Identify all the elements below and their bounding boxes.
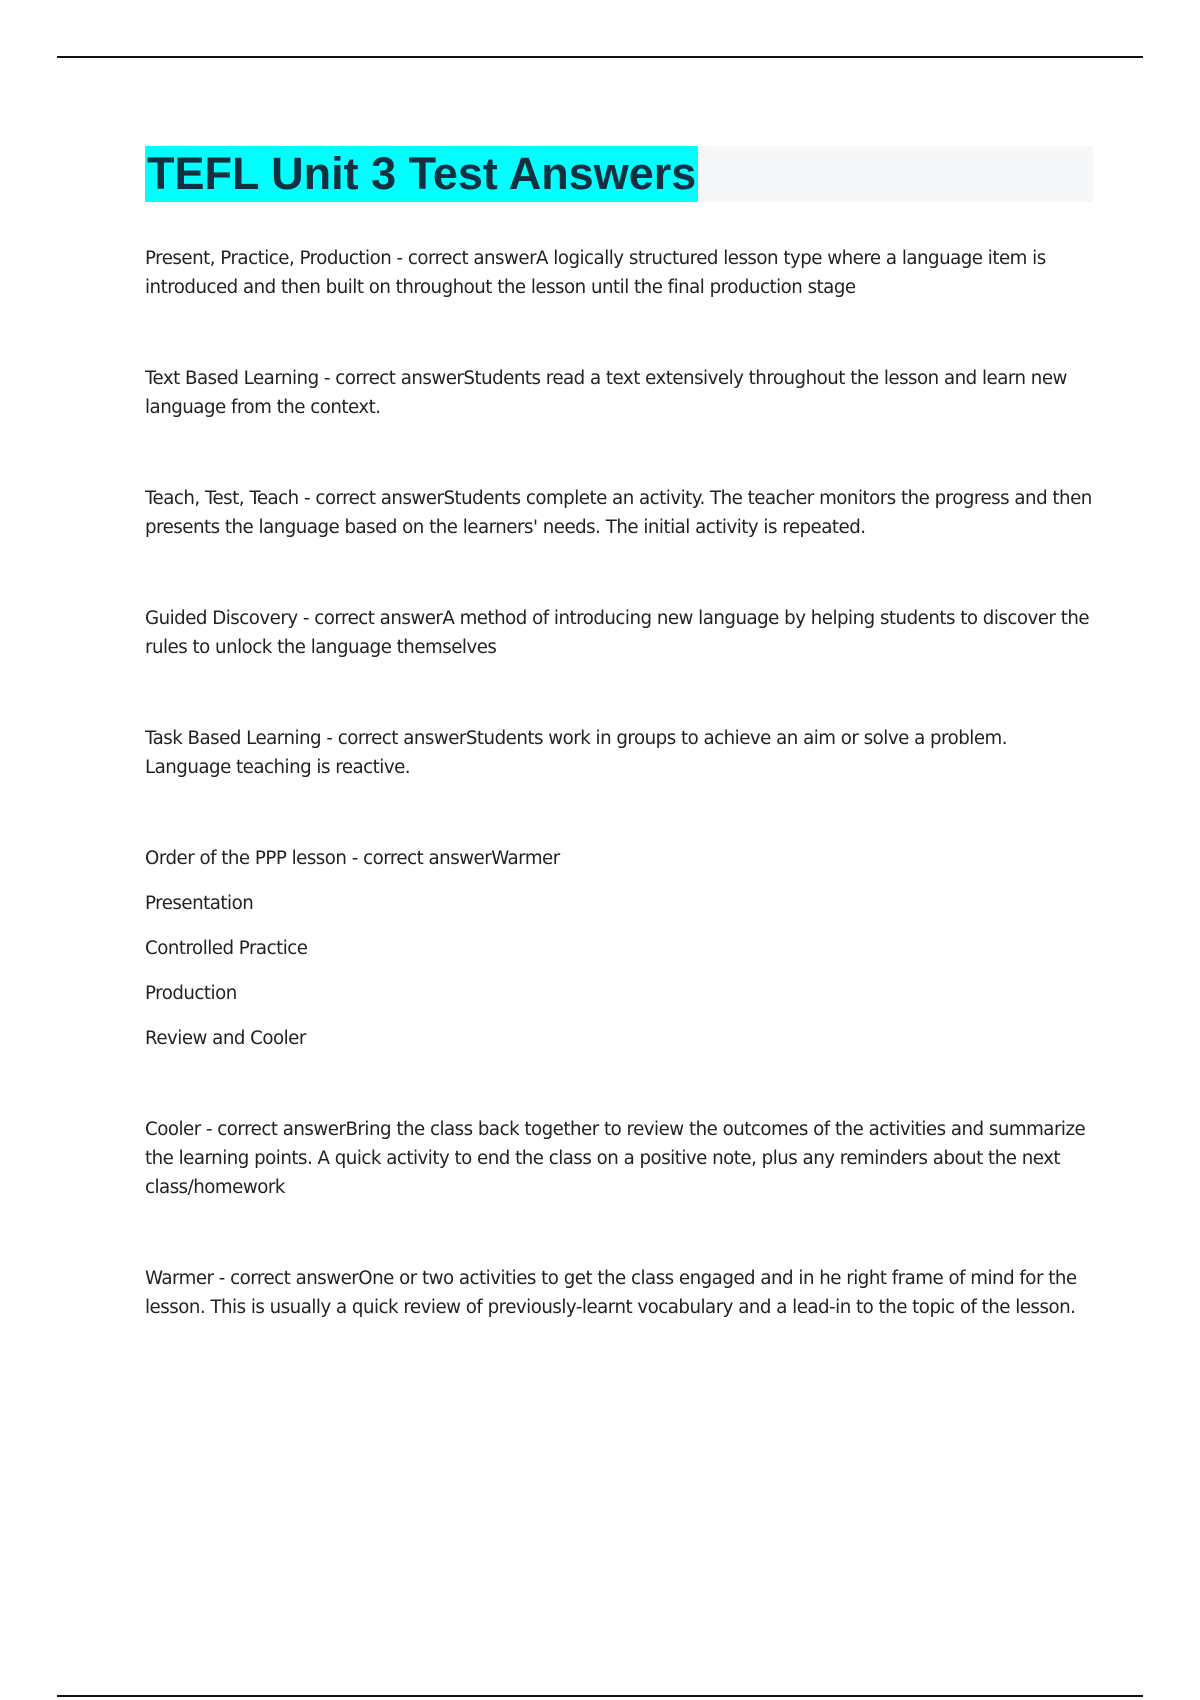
ppp-order-line: Review and Cooler: [145, 1028, 306, 1049]
qa-text: Task Based Learning - correct answerStudents work in groups to achieve an aim or solve a problem. Language teaching is reactive.: [145, 728, 1008, 778]
document-body: [145, 244, 1095, 1384]
qa-entry-teach-test-teach: [145, 484, 1095, 542]
ppp-order-line: Order of the PPP lesson - correct answerWarmer: [145, 848, 560, 869]
top-rule: [57, 56, 1143, 58]
qa-text: Teach, Test, Teach - correct answerStudents complete an activity. The teacher monitors the progress and then presents the language based on the learners' needs. The initial activity is repeated.: [145, 488, 1092, 538]
qa-text: Present, Practice, Production - correct answerA logically structured lesson type where a language item is introduced and then built on throughout the lesson until the final production stage: [145, 248, 1046, 298]
qa-text: Guided Discovery - correct answerA method of introducing new language by helping students to discover the rules to unlock the language themselves: [145, 608, 1090, 658]
ppp-order-line: Presentation: [145, 893, 254, 914]
document-title: TEFL Unit 3 Test Answers: [145, 146, 698, 202]
qa-entry-guided-discovery: [145, 604, 1095, 662]
bottom-rule: [57, 1695, 1143, 1697]
qa-entry-ppp: [145, 244, 1095, 302]
qa-text: Warmer - correct answerOne or two activities to get the class engaged and in he right frame of mind for the lesson. This is usually a quick review of previously-learnt vocabulary and a lead-in to the topic of the lesson.: [145, 1268, 1077, 1318]
qa-entry-warmer: [145, 1264, 1095, 1322]
ppp-order-line: Production: [145, 983, 237, 1004]
ppp-order-line: Controlled Practice: [145, 938, 308, 959]
qa-entry-ppp-order: [145, 844, 1095, 1053]
qa-text: Cooler - correct answerBring the class back together to review the outcomes of the activities and summarize the learning points. A quick activity to end the class on a positive note, plus any reminders about the next class/homework: [145, 1119, 1086, 1198]
qa-entry-cooler: [145, 1115, 1095, 1202]
qa-entry-text-based-learning: [145, 364, 1095, 422]
qa-entry-task-based-learning: [145, 724, 1095, 782]
qa-text: Text Based Learning - correct answerStudents read a text extensively throughout the lesson and learn new language from the context.: [145, 368, 1067, 418]
